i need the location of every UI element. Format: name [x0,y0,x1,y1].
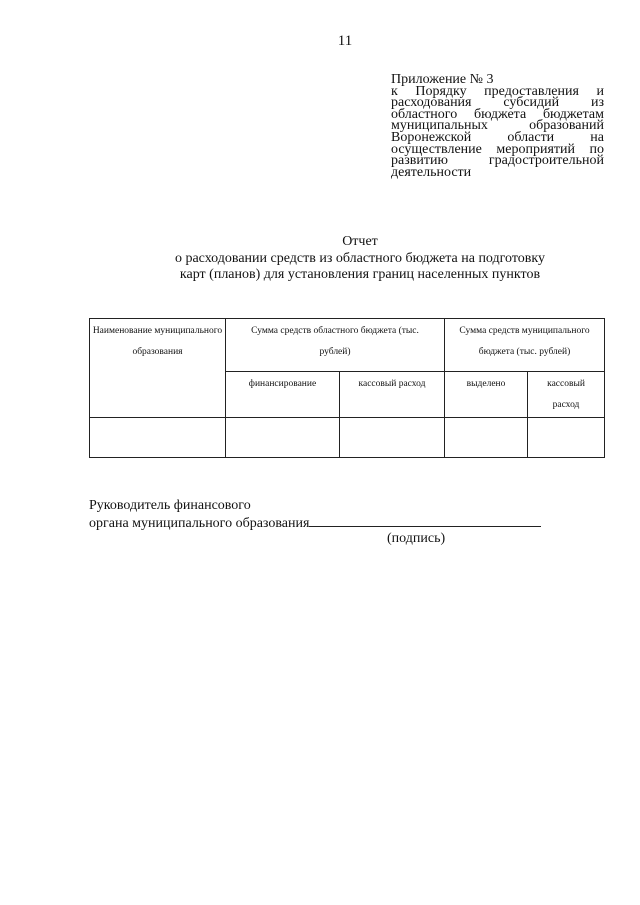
header-municipality: Наименование муниципального образования [90,319,226,418]
header-cash-expense-regional: кассовый расход [340,372,445,418]
signature-block [89,497,541,532]
appendix-line: расходования субсидий из [391,95,604,111]
report-subtitle-line2: карт (планов) для установления границ населенных пунктов [179,267,541,282]
appendix-line: осуществление мероприятий по [391,141,604,157]
page-number: 11 [337,33,353,49]
header-allocated: выделено [445,372,528,418]
appendix-line: деятельности [391,164,472,180]
report-title: Отчет [342,234,378,249]
report-subtitle-line1: о расходовании средств из областного бюджета на подготовку [174,250,546,266]
cell-cash-expense-municipal[interactable] [528,418,605,458]
cell-allocated[interactable] [445,418,528,458]
report-table [89,318,605,458]
signature-field[interactable] [309,514,541,527]
appendix-line: областного бюджета бюджетам [391,106,604,122]
appendix-block [391,74,604,178]
table-row [90,418,605,458]
appendix-line: муниципальных образований [391,118,604,134]
signature-line1: Руководитель финансового [89,498,251,513]
header-municipal-budget: Сумма средств муниципального бюджета (тыс. рублей) [445,319,605,372]
signature-line2: органа муниципального образования [89,516,310,531]
header-regional-budget: Сумма средств областного бюджета (тыс. рублей) [226,319,445,372]
appendix-line: к Порядку предоставления и [391,83,604,99]
report-heading [110,234,610,284]
cell-municipality[interactable] [90,418,226,458]
header-cash-expense-municipal: кассовый расход [528,372,605,418]
signature-caption: (подпись) [387,531,446,546]
appendix-line: развитию градостроительной [391,153,604,169]
header-financing: финансирование [226,372,340,418]
cell-financing[interactable] [226,418,340,458]
appendix-line: Приложение № 3 [391,72,494,87]
appendix-line: Воронежской области на [391,129,604,145]
cell-cash-expense-regional[interactable] [340,418,445,458]
